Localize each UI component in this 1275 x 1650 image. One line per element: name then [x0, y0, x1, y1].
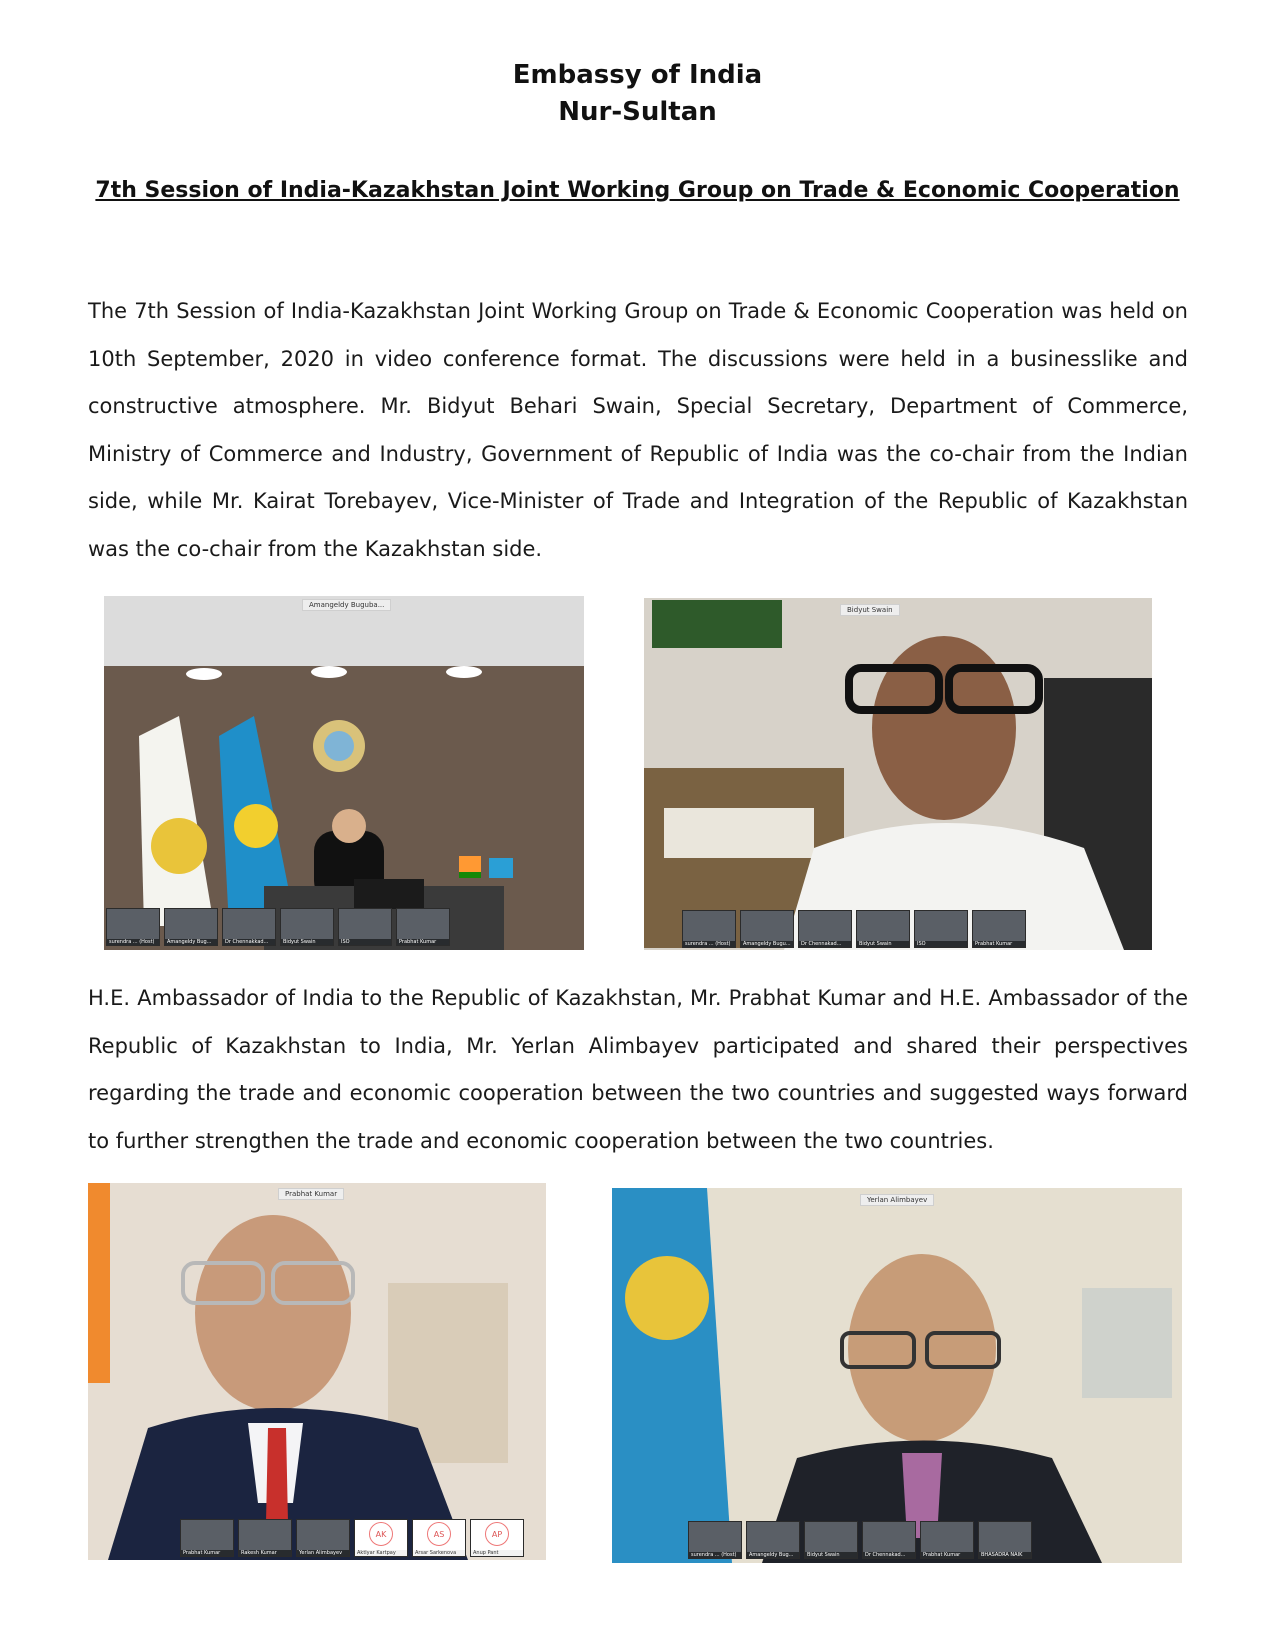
participant-thumb[interactable]: Dr Chennakkad...: [222, 908, 276, 946]
participant-thumb[interactable]: Amangeldy Bug...: [164, 908, 218, 946]
participant-strip: [688, 1521, 1032, 1559]
speaker-name-tag: Yerlan Alimbayev: [860, 1194, 934, 1206]
participant-thumb[interactable]: Amangeldy Bug...: [746, 1521, 800, 1559]
participant-thumb[interactable]: surendra ... (Host): [106, 908, 160, 946]
speaker-name-tag: Prabhat Kumar: [278, 1188, 344, 1200]
participant-thumb[interactable]: Bidyut Swain: [856, 910, 910, 948]
header-city: Nur-Sultan: [558, 97, 717, 127]
participant-thumb[interactable]: Prabhat Kumar: [920, 1521, 974, 1559]
participant-thumb[interactable]: surendra ... (Host): [682, 910, 736, 948]
document-subtitle: 7th Session of India-Kazakhstan Joint Working Group on Trade & Economic Cooperation: [95, 178, 1180, 203]
participant-thumb[interactable]: AS Arsar Sarkenova: [412, 1519, 466, 1557]
participant-strip: [106, 908, 450, 946]
photo-kazakhstan-room: [104, 596, 584, 950]
participant-thumb[interactable]: Prabhat Kumar: [180, 1519, 234, 1557]
participant-thumb[interactable]: Prabhat Kumar: [972, 910, 1026, 948]
participant-initials: AP: [485, 1522, 509, 1546]
participant-thumb[interactable]: AK Aktlyar Kartpay: [354, 1519, 408, 1557]
participant-thumb[interactable]: ISO: [338, 908, 392, 946]
participant-thumb[interactable]: Amangeldy Bugu...: [740, 910, 794, 948]
paragraph-ambassadors: H.E. Ambassador of India to the Republic of Kazakhstan, Mr. Prabhat Kumar and H.E. Ambassador of the Republic of Kazakhstan to India, Mr. Yerlan Alimbayev participated and shared their perspectives regarding the trade and economic cooperation between the two countries and suggested ways forward to further strengthen the trade and economic cooperation between the two countries.: [88, 986, 1188, 1153]
participant-thumb[interactable]: surendra ... (Host): [688, 1521, 742, 1559]
participant-initials: AS: [427, 1522, 451, 1546]
participant-thumb[interactable]: BHASADRA NAIK: [978, 1521, 1032, 1559]
participant-initials: AK: [369, 1522, 393, 1546]
participant-thumb[interactable]: Prabhat Kumar: [396, 908, 450, 946]
speaker-name-tag: Amangeldy Buguba...: [302, 599, 391, 611]
photo-indian-cochair: [644, 598, 1152, 950]
participant-thumb[interactable]: AP Anup Pant: [470, 1519, 524, 1557]
participant-thumb[interactable]: Dr Chennakad...: [862, 1521, 916, 1559]
photo-ambassador-kazakhstan: [612, 1188, 1182, 1563]
participant-thumb[interactable]: Bidyut Swain: [280, 908, 334, 946]
photo-ambassador-india: [88, 1183, 546, 1560]
participant-thumb[interactable]: Dr Chennakad...: [798, 910, 852, 948]
participant-thumb[interactable]: Yerlan Alimbayev: [296, 1519, 350, 1557]
participant-thumb[interactable]: Rakesh Kumar: [238, 1519, 292, 1557]
header-embassy: Embassy of India: [512, 60, 763, 90]
participant-strip: [682, 910, 1026, 948]
participant-thumb[interactable]: ISO: [914, 910, 968, 948]
participant-thumb[interactable]: Bidyut Swain: [804, 1521, 858, 1559]
speaker-name-tag: Bidyut Swain: [840, 604, 900, 616]
participant-strip: [180, 1519, 524, 1557]
paragraph-session: The 7th Session of India-Kazakhstan Joint Working Group on Trade & Economic Cooperation was held on 10th September, 2020 in video conference format. The discussions were held in a businesslike and constructive atmosphere. Mr. Bidyut Behari Swain, Special Secretary, Department of Commerce, Ministry of Commerce and Industry, Government of Republic of India was the co-chair from the Indian side, while Mr. Kairat Torebayev, Vice-Minister of Trade and Integration of the Republic of Kazakhstan was the co-chair from the Kazakhstan side.: [88, 299, 1188, 561]
